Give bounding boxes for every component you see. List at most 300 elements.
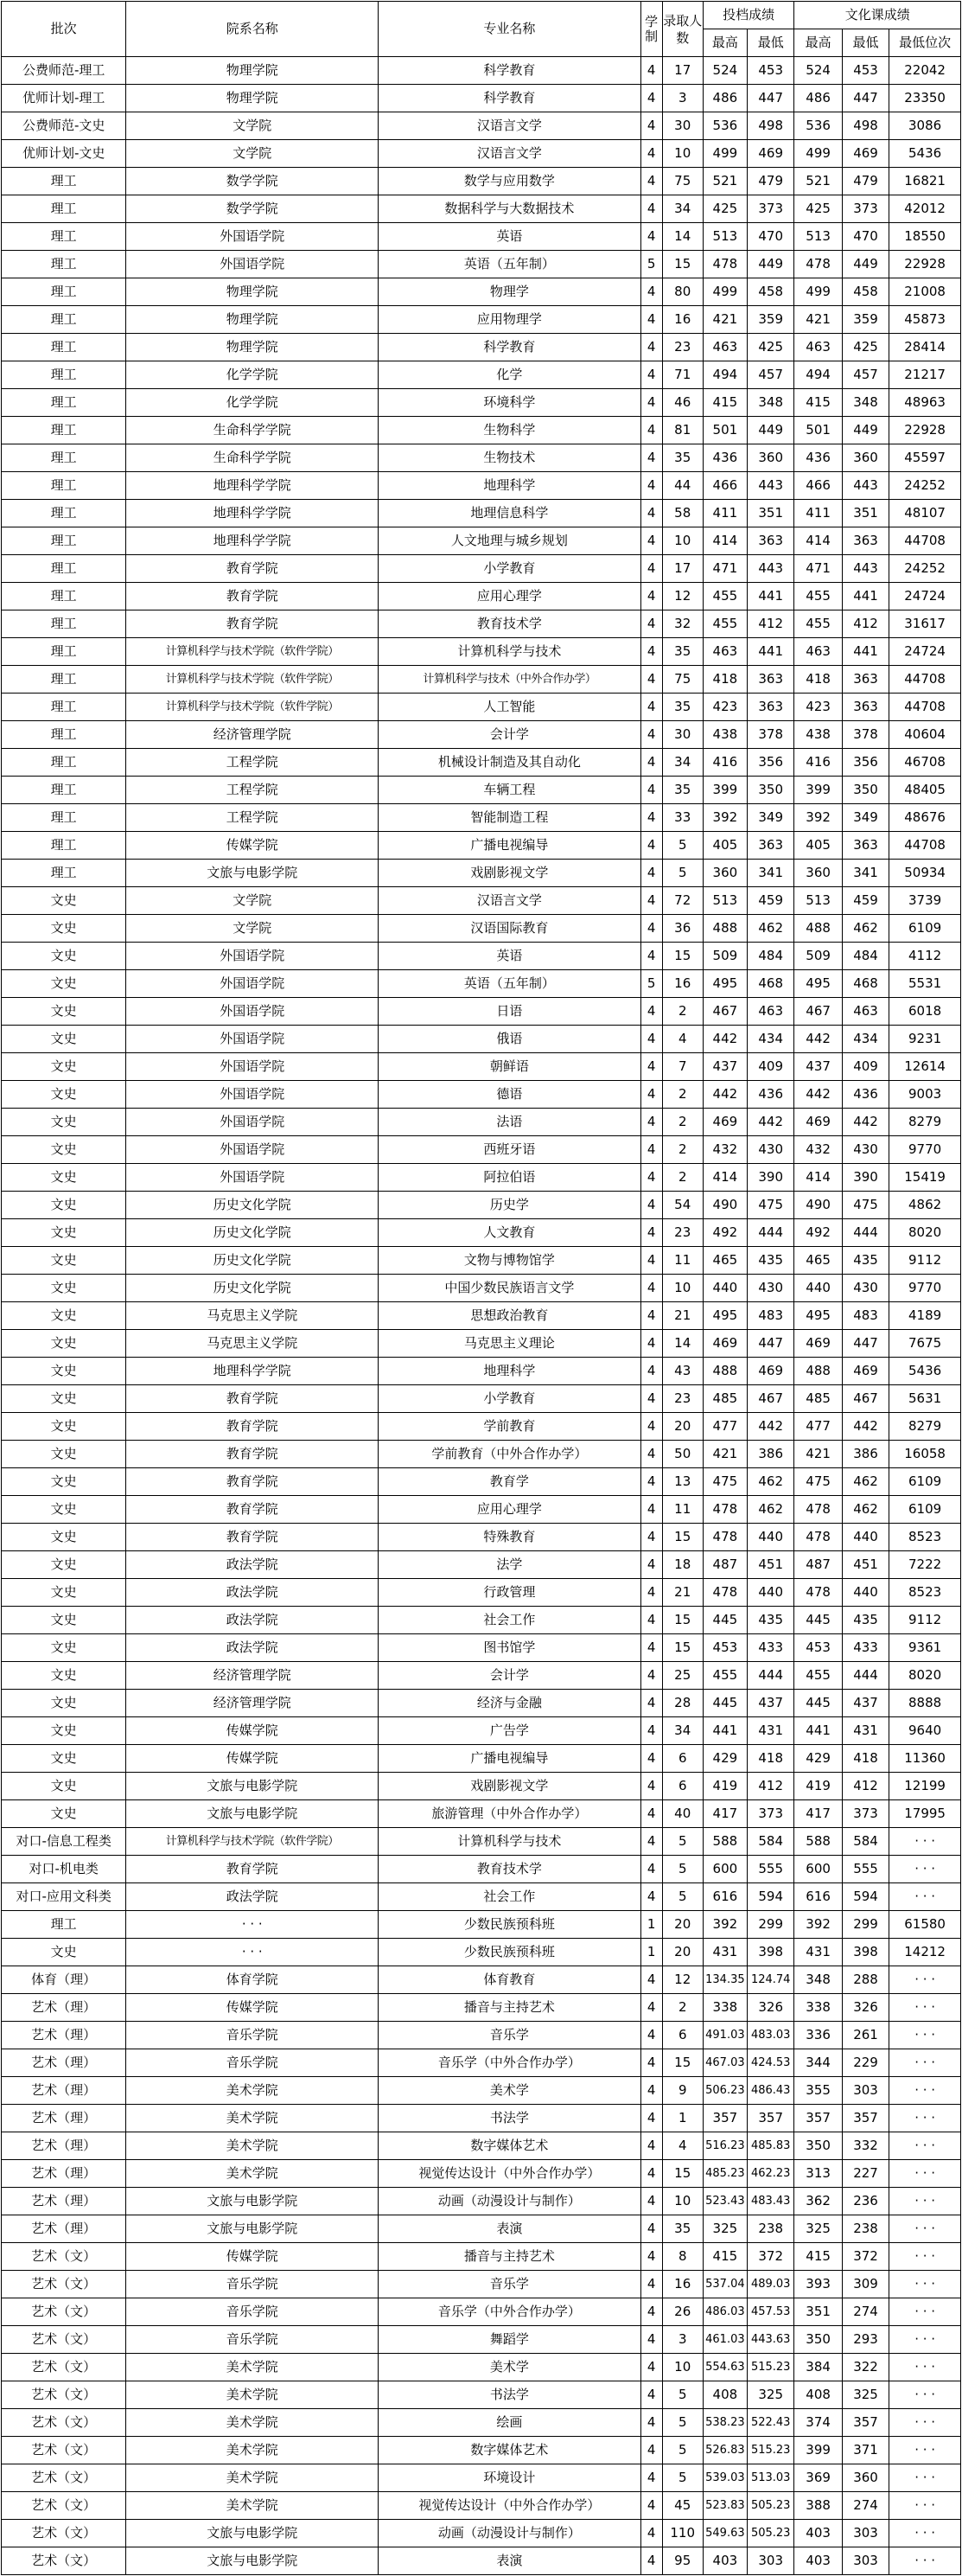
cell-major: 汉语言文学: [379, 887, 640, 915]
cell-major: 德语: [379, 1081, 640, 1109]
cell-file-min: 467: [748, 1385, 794, 1413]
cell-culture-min: 431: [842, 1717, 889, 1745]
cell-file-max: 419: [703, 1773, 747, 1800]
header-college: 院系名称: [126, 2, 379, 57]
cell-file-min: 443.63: [748, 2326, 794, 2354]
cell-file-max: 467.03: [703, 2049, 747, 2077]
cell-culture-max: 369: [794, 2464, 842, 2492]
cell-file-min: 486.43: [748, 2077, 794, 2105]
cell-culture-min: 469: [842, 1358, 889, 1385]
cell-college: · · ·: [126, 1939, 379, 1966]
cell-min-rank: · · ·: [889, 2022, 961, 2049]
cell-batch: 理工: [2, 749, 126, 777]
cell-file-max: 509: [703, 943, 747, 970]
cell-major: 科学教育: [379, 57, 640, 85]
cell-years: 4: [640, 2243, 662, 2271]
cell-file-max: 513: [703, 887, 747, 915]
cell-min-rank: 42012: [889, 195, 961, 223]
cell-years: 4: [640, 1053, 662, 1081]
cell-major: 英语: [379, 223, 640, 251]
cell-culture-max: 417: [794, 1800, 842, 1828]
cell-file-max: 440: [703, 1275, 747, 1302]
cell-culture-max: 415: [794, 2243, 842, 2271]
cell-file-min: 440: [748, 1579, 794, 1607]
cell-min-rank: 48963: [889, 389, 961, 417]
cell-file-max: 417: [703, 1800, 747, 1828]
cell-years: 4: [640, 278, 662, 306]
cell-major: 生物科学: [379, 417, 640, 444]
cell-min-rank: · · ·: [889, 2520, 961, 2547]
cell-years: 4: [640, 1219, 662, 1247]
cell-years: 4: [640, 1330, 662, 1358]
cell-college: 数学学院: [126, 168, 379, 195]
cell-batch: 文史: [2, 1773, 126, 1800]
cell-college: 教育学院: [126, 1524, 379, 1551]
cell-enrolled: 40: [662, 1800, 703, 1828]
cell-file-min: 515.23: [748, 2354, 794, 2381]
cell-file-max: 360: [703, 860, 747, 887]
cell-file-max: 537.04: [703, 2271, 747, 2298]
cell-years: 4: [640, 666, 662, 694]
cell-batch: 艺术（文）: [2, 2520, 126, 2547]
cell-file-min: 425: [748, 334, 794, 361]
cell-culture-min: 360: [842, 444, 889, 472]
cell-file-min: 462: [748, 915, 794, 943]
cell-file-min: 124.74: [748, 1966, 794, 1994]
cell-major: 舞蹈学: [379, 2326, 640, 2354]
cell-file-max: 408: [703, 2381, 747, 2409]
cell-batch: 文史: [2, 1745, 126, 1773]
cell-batch: 理工: [2, 1911, 126, 1939]
cell-file-min: 470: [748, 223, 794, 251]
cell-enrolled: 5: [662, 1828, 703, 1856]
cell-enrolled: 35: [662, 777, 703, 804]
cell-culture-min: 458: [842, 278, 889, 306]
cell-file-max: 415: [703, 2243, 747, 2271]
cell-years: 4: [640, 85, 662, 112]
cell-batch: 文史: [2, 887, 126, 915]
cell-college: 地理科学学院: [126, 527, 379, 555]
header-min-rank: 最低位次: [889, 29, 961, 57]
cell-min-rank: · · ·: [889, 2298, 961, 2326]
cell-file-max: 463: [703, 334, 747, 361]
table-row: [2, 1136, 961, 1164]
cell-enrolled: 23: [662, 334, 703, 361]
cell-enrolled: 17: [662, 57, 703, 85]
cell-major: 社会工作: [379, 1607, 640, 1634]
cell-culture-max: 488: [794, 915, 842, 943]
cell-file-min: 360: [748, 444, 794, 472]
cell-file-min: 435: [748, 1247, 794, 1275]
cell-batch: 文史: [2, 1192, 126, 1219]
table-row: [2, 1468, 961, 1496]
cell-culture-min: 373: [842, 195, 889, 223]
cell-years: 4: [640, 2105, 662, 2132]
cell-min-rank: · · ·: [889, 1883, 961, 1911]
table-row: [2, 2188, 961, 2215]
cell-file-max: 539.03: [703, 2464, 747, 2492]
cell-file-min: 444: [748, 1662, 794, 1690]
cell-years: 4: [640, 2132, 662, 2160]
table-row: [2, 85, 961, 112]
cell-major: 少数民族预科班: [379, 1939, 640, 1966]
cell-min-rank: 50934: [889, 860, 961, 887]
cell-file-min: 505.23: [748, 2520, 794, 2547]
cell-enrolled: 15: [662, 251, 703, 278]
cell-college: 音乐学院: [126, 2022, 379, 2049]
cell-major: 科学教育: [379, 85, 640, 112]
cell-batch: 艺术（理）: [2, 2049, 126, 2077]
cell-culture-min: 440: [842, 1579, 889, 1607]
cell-file-max: 414: [703, 1164, 747, 1192]
cell-culture-max: 392: [794, 1911, 842, 1939]
cell-file-max: 478: [703, 251, 747, 278]
cell-enrolled: 81: [662, 417, 703, 444]
cell-culture-max: 455: [794, 610, 842, 638]
cell-years: 4: [640, 168, 662, 195]
cell-file-min: 434: [748, 1026, 794, 1053]
cell-culture-max: 403: [794, 2547, 842, 2575]
cell-file-max: 399: [703, 777, 747, 804]
cell-batch: 艺术（理）: [2, 2077, 126, 2105]
cell-enrolled: 14: [662, 223, 703, 251]
cell-batch: 理工: [2, 666, 126, 694]
cell-file-min: 462: [748, 1496, 794, 1524]
cell-batch: 文史: [2, 1302, 126, 1330]
cell-file-min: 359: [748, 306, 794, 334]
cell-years: 4: [640, 500, 662, 527]
cell-culture-max: 362: [794, 2188, 842, 2215]
cell-culture-max: 423: [794, 694, 842, 721]
cell-min-rank: 45873: [889, 306, 961, 334]
cell-college: 马克思主义学院: [126, 1302, 379, 1330]
cell-culture-max: 600: [794, 1856, 842, 1883]
header-enrolled: 录取人数: [662, 2, 703, 57]
cell-culture-max: 336: [794, 2022, 842, 2049]
cell-file-max: 437: [703, 1053, 747, 1081]
cell-major: 俄语: [379, 1026, 640, 1053]
cell-file-min: 498: [748, 112, 794, 140]
cell-file-min: 447: [748, 1330, 794, 1358]
cell-file-max: 469: [703, 1109, 747, 1136]
cell-min-rank: 14212: [889, 1939, 961, 1966]
cell-file-max: 536: [703, 112, 747, 140]
cell-culture-min: 441: [842, 583, 889, 610]
cell-batch: 理工: [2, 694, 126, 721]
cell-culture-max: 501: [794, 417, 842, 444]
cell-culture-max: 467: [794, 998, 842, 1026]
table-row: [2, 1358, 961, 1385]
cell-min-rank: 5531: [889, 970, 961, 998]
cell-enrolled: 25: [662, 1662, 703, 1690]
cell-college: 外国语学院: [126, 1081, 379, 1109]
cell-file-max: 516.23: [703, 2132, 747, 2160]
header-file-max: 最高: [703, 29, 747, 57]
cell-culture-max: 463: [794, 638, 842, 666]
cell-file-min: 341: [748, 860, 794, 887]
cell-file-min: 351: [748, 500, 794, 527]
table-row: [2, 998, 961, 1026]
cell-college: 美术学院: [126, 2077, 379, 2105]
cell-years: 4: [640, 998, 662, 1026]
cell-min-rank: 61580: [889, 1911, 961, 1939]
cell-file-max: 421: [703, 306, 747, 334]
table-row: [2, 2022, 961, 2049]
table-row: [2, 2271, 961, 2298]
cell-years: 4: [640, 915, 662, 943]
cell-culture-max: 465: [794, 1247, 842, 1275]
cell-years: 4: [640, 2520, 662, 2547]
cell-enrolled: 9: [662, 2077, 703, 2105]
cell-years: 4: [640, 223, 662, 251]
cell-major: 法语: [379, 1109, 640, 1136]
cell-years: 4: [640, 2271, 662, 2298]
cell-major: 生物技术: [379, 444, 640, 472]
cell-file-max: 486.03: [703, 2298, 747, 2326]
cell-batch: 文史: [2, 1939, 126, 1966]
cell-min-rank: 23350: [889, 85, 961, 112]
cell-culture-max: 487: [794, 1551, 842, 1579]
cell-file-min: 350: [748, 777, 794, 804]
table-row: [2, 1081, 961, 1109]
cell-college: 物理学院: [126, 334, 379, 361]
cell-batch: 理工: [2, 168, 126, 195]
cell-college: 历史文化学院: [126, 1247, 379, 1275]
cell-enrolled: 2: [662, 1109, 703, 1136]
cell-college: 地理科学学院: [126, 500, 379, 527]
cell-major: 数字媒体艺术: [379, 2437, 640, 2464]
cell-college: 地理科学学院: [126, 1358, 379, 1385]
cell-culture-max: 445: [794, 1607, 842, 1634]
cell-college: 外国语学院: [126, 1136, 379, 1164]
cell-college: 音乐学院: [126, 2271, 379, 2298]
cell-culture-max: 442: [794, 1081, 842, 1109]
table-row: [2, 2520, 961, 2547]
cell-major: 车辆工程: [379, 777, 640, 804]
cell-file-min: 441: [748, 638, 794, 666]
cell-batch: 理工: [2, 804, 126, 832]
cell-file-max: 523.83: [703, 2492, 747, 2520]
cell-file-max: 423: [703, 694, 747, 721]
cell-major: 环境设计: [379, 2464, 640, 2492]
cell-culture-max: 440: [794, 1275, 842, 1302]
cell-culture-min: 475: [842, 1192, 889, 1219]
cell-college: 外国语学院: [126, 1053, 379, 1081]
table-row: [2, 1994, 961, 2022]
table-row: [2, 1856, 961, 1883]
table-row: [2, 195, 961, 223]
cell-college: 经济管理学院: [126, 1690, 379, 1717]
cell-major: 文物与博物馆学: [379, 1247, 640, 1275]
cell-file-max: 475: [703, 1468, 747, 1496]
header-culture-max: 最高: [794, 29, 842, 57]
cell-culture-max: 357: [794, 2105, 842, 2132]
cell-batch: 理工: [2, 472, 126, 500]
cell-culture-max: 419: [794, 1773, 842, 1800]
header-culture-min: 最低: [842, 29, 889, 57]
cell-file-min: 398: [748, 1939, 794, 1966]
cell-enrolled: 23: [662, 1219, 703, 1247]
cell-major: 特殊教育: [379, 1524, 640, 1551]
cell-file-max: 392: [703, 804, 747, 832]
cell-min-rank: 9112: [889, 1247, 961, 1275]
cell-min-rank: · · ·: [889, 2492, 961, 2520]
cell-years: 4: [640, 1524, 662, 1551]
cell-culture-max: 455: [794, 583, 842, 610]
cell-culture-max: 445: [794, 1690, 842, 1717]
cell-min-rank: 22928: [889, 417, 961, 444]
table-row: [2, 887, 961, 915]
table-row: [2, 721, 961, 749]
cell-culture-min: 325: [842, 2381, 889, 2409]
table-row: [2, 2547, 961, 2575]
cell-culture-min: 261: [842, 2022, 889, 2049]
cell-file-max: 554.63: [703, 2354, 747, 2381]
cell-batch: 艺术（理）: [2, 2188, 126, 2215]
cell-years: 4: [640, 1828, 662, 1856]
cell-min-rank: · · ·: [889, 2381, 961, 2409]
cell-major: 英语（五年制）: [379, 251, 640, 278]
cell-college: 体育学院: [126, 1966, 379, 1994]
cell-file-min: 483: [748, 1302, 794, 1330]
cell-enrolled: 17: [662, 555, 703, 583]
cell-min-rank: 40604: [889, 721, 961, 749]
cell-culture-min: 418: [842, 1745, 889, 1773]
cell-batch: 文史: [2, 1690, 126, 1717]
cell-enrolled: 2: [662, 1164, 703, 1192]
cell-file-min: 386: [748, 1441, 794, 1468]
cell-college: 物理学院: [126, 57, 379, 85]
cell-file-max: 549.63: [703, 2520, 747, 2547]
cell-culture-max: 536: [794, 112, 842, 140]
cell-major: 日语: [379, 998, 640, 1026]
cell-years: 4: [640, 583, 662, 610]
cell-file-min: 522.43: [748, 2409, 794, 2437]
cell-years: 4: [640, 1717, 662, 1745]
cell-years: 4: [640, 610, 662, 638]
cell-major: 机械设计制造及其自动化: [379, 749, 640, 777]
cell-file-max: 463: [703, 638, 747, 666]
cell-major: 汉语言文学: [379, 112, 640, 140]
cell-years: 4: [640, 2188, 662, 2215]
cell-culture-min: 373: [842, 1800, 889, 1828]
cell-college: 外国语学院: [126, 943, 379, 970]
cell-min-rank: 3739: [889, 887, 961, 915]
cell-batch: 理工: [2, 777, 126, 804]
cell-min-rank: 9770: [889, 1275, 961, 1302]
table-row: [2, 943, 961, 970]
cell-college: 文学院: [126, 112, 379, 140]
cell-major: 教育学: [379, 1468, 640, 1496]
table-row: [2, 583, 961, 610]
cell-file-max: 616: [703, 1883, 747, 1911]
cell-batch: 艺术（理）: [2, 2160, 126, 2188]
table-row: [2, 500, 961, 527]
table-row: [2, 2298, 961, 2326]
cell-enrolled: 35: [662, 694, 703, 721]
cell-culture-min: 351: [842, 500, 889, 527]
cell-major: 数学与应用数学: [379, 168, 640, 195]
cell-major: 环境科学: [379, 389, 640, 417]
cell-enrolled: 15: [662, 2049, 703, 2077]
cell-culture-max: 469: [794, 1109, 842, 1136]
cell-min-rank: 8523: [889, 1524, 961, 1551]
cell-enrolled: 26: [662, 2298, 703, 2326]
cell-file-max: 538.23: [703, 2409, 747, 2437]
cell-years: 4: [640, 1109, 662, 1136]
cell-file-min: 594: [748, 1883, 794, 1911]
cell-min-rank: 24252: [889, 472, 961, 500]
cell-enrolled: 5: [662, 2437, 703, 2464]
cell-years: 5: [640, 970, 662, 998]
cell-batch: 艺术（理）: [2, 2105, 126, 2132]
cell-college: 化学学院: [126, 389, 379, 417]
cell-file-max: 495: [703, 1302, 747, 1330]
cell-major: 人文地理与城乡规划: [379, 527, 640, 555]
cell-years: 4: [640, 749, 662, 777]
cell-major: 物理学: [379, 278, 640, 306]
cell-batch: 文史: [2, 1496, 126, 1524]
cell-college: 教育学院: [126, 555, 379, 583]
cell-min-rank: 24252: [889, 555, 961, 583]
cell-college: 音乐学院: [126, 2326, 379, 2354]
cell-enrolled: 3: [662, 2326, 703, 2354]
cell-culture-max: 463: [794, 334, 842, 361]
cell-major: 地理科学: [379, 472, 640, 500]
cell-major: 音乐学: [379, 2022, 640, 2049]
cell-file-min: 443: [748, 555, 794, 583]
cell-min-rank: 31617: [889, 610, 961, 638]
cell-culture-min: 341: [842, 860, 889, 887]
header-culture-score: 文化课成绩: [794, 2, 961, 29]
cell-culture-min: 469: [842, 140, 889, 168]
table-row: [2, 306, 961, 334]
cell-min-rank: 8279: [889, 1413, 961, 1441]
cell-file-max: 455: [703, 610, 747, 638]
table-row: [2, 2105, 961, 2132]
cell-file-min: 457: [748, 361, 794, 389]
table-row: [2, 112, 961, 140]
cell-culture-max: 355: [794, 2077, 842, 2105]
cell-culture-max: 466: [794, 472, 842, 500]
cell-min-rank: 44708: [889, 666, 961, 694]
cell-years: 4: [640, 1745, 662, 1773]
cell-culture-min: 357: [842, 2409, 889, 2437]
cell-min-rank: 46708: [889, 749, 961, 777]
table-row: [2, 666, 961, 694]
cell-min-rank: · · ·: [889, 2160, 961, 2188]
cell-major: 应用物理学: [379, 306, 640, 334]
table-row: [2, 1164, 961, 1192]
cell-file-min: 299: [748, 1911, 794, 1939]
cell-culture-min: 412: [842, 610, 889, 638]
cell-file-max: 499: [703, 278, 747, 306]
cell-min-rank: 44708: [889, 527, 961, 555]
cell-batch: 理工: [2, 583, 126, 610]
cell-file-max: 455: [703, 583, 747, 610]
cell-enrolled: 71: [662, 361, 703, 389]
cell-culture-min: 451: [842, 1551, 889, 1579]
cell-college: 教育学院: [126, 1413, 379, 1441]
cell-file-min: 436: [748, 1081, 794, 1109]
cell-file-max: 403: [703, 2547, 747, 2575]
cell-college: 文旅与电影学院: [126, 1773, 379, 1800]
cell-file-max: 492: [703, 1219, 747, 1247]
cell-file-max: 513: [703, 223, 747, 251]
table-row: [2, 804, 961, 832]
table-row: [2, 1745, 961, 1773]
cell-file-max: 325: [703, 2215, 747, 2243]
